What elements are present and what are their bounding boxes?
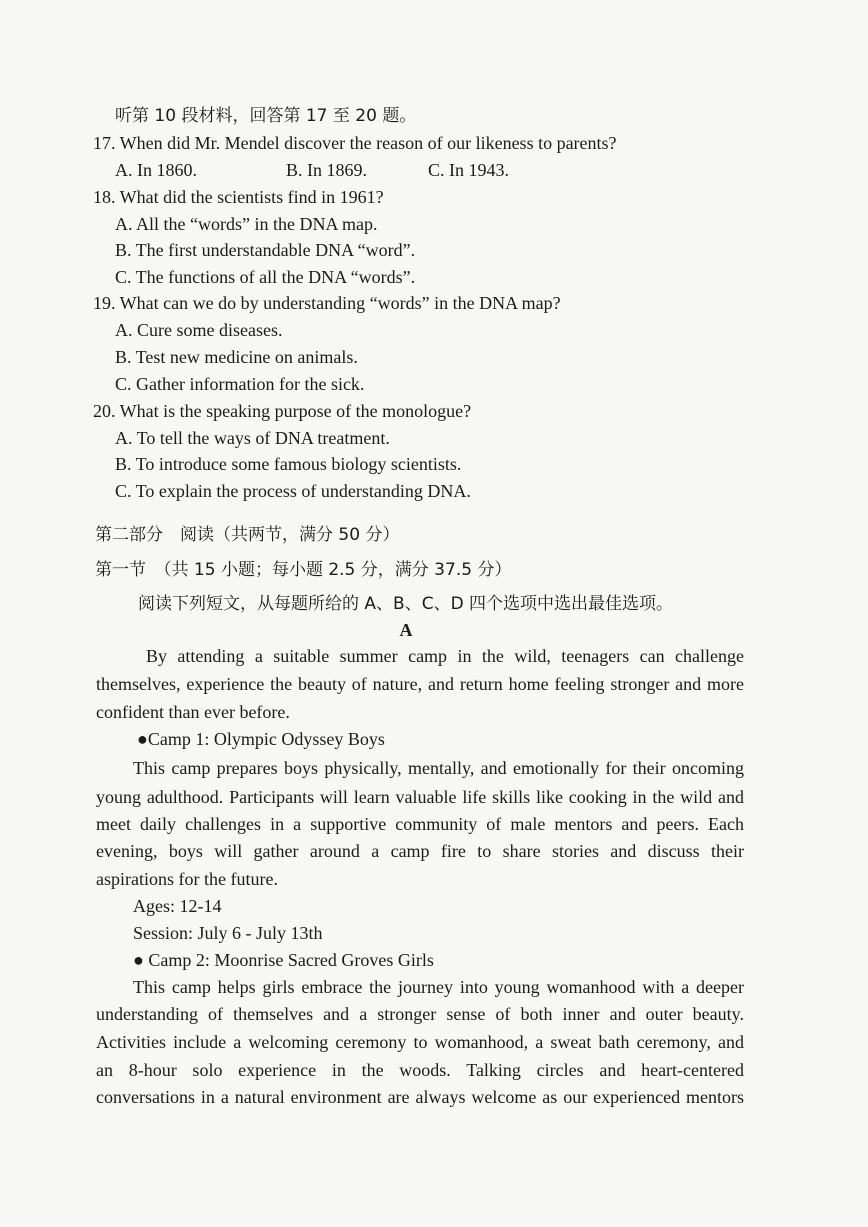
question-17-option-b: B. In 1869. — [286, 160, 367, 180]
question-17-option-c: C. In 1943. — [428, 160, 509, 180]
reading-instruction: 阅读下列短文，从每题所给的 A、B、C、D 四个选项中选出最佳选项。 — [138, 594, 674, 614]
question-20-option-a: A. To tell the ways of DNA treatment. — [115, 428, 390, 448]
question-20-stem: 20. What is the speaking purpose of the monologue? — [93, 401, 472, 421]
camp1-line-4: evening, boys will gather around a camp fire to share stories and discuss their — [96, 841, 744, 861]
camp1-title: ●Camp 1: Olympic Odyssey Boys — [137, 729, 385, 749]
camp1-line-3: meet daily challenges in a supportive community of male mentors and peers. Each — [96, 814, 744, 834]
camp1-ages: Ages: 12-14 — [133, 896, 222, 916]
question-20-option-b: B. To introduce some famous biology scientists. — [115, 454, 462, 474]
question-18-option-b: B. The first understandable DNA “word”. — [115, 240, 416, 260]
question-19-option-b: B. Test new medicine on animals. — [115, 347, 358, 367]
intro-line-1: By attending a suitable summer camp in the wild, teenagers can challenge — [146, 646, 744, 666]
intro-line-3: confident than ever before. — [96, 702, 290, 722]
question-19-option-c: C. Gather information for the sick. — [115, 374, 365, 394]
question-19-stem: 19. What can we do by understanding “words” in the DNA map? — [93, 293, 561, 313]
camp1-session: Session: July 6 - July 13th — [133, 923, 323, 943]
camp2-line-3: Activities include a welcoming ceremony to womanhood, a sweat bath ceremony, and — [96, 1032, 744, 1052]
question-18-option-a: A. All the “words” in the DNA map. — [115, 214, 378, 234]
section-one-title: 第一节 （共 15 小题；每小题 2.5 分，满分 37.5 分） — [95, 560, 512, 580]
camp2-line-5: conversations in a natural environment are always welcome as our experienced mentors — [96, 1087, 744, 1107]
question-17-options — [115, 157, 509, 183]
question-18-option-c: C. The functions of all the DNA “words”. — [115, 267, 416, 287]
camp1-line-1: This camp prepares boys physically, mentally, and emotionally for their oncoming — [133, 758, 744, 778]
camp2-line-1: This camp helps girls embrace the journey into young womanhood with a deeper — [133, 977, 744, 997]
camp2-line-2: understanding of themselves and a stronger sense of both inner and outer beauty. — [96, 1004, 744, 1024]
question-18-stem: 18. What did the scientists find in 1961? — [93, 187, 384, 207]
question-17-option-a: A. In 1860. — [115, 160, 197, 180]
camp2-title: ● Camp 2: Moonrise Sacred Groves Girls — [133, 950, 434, 970]
listening-intro: 听第 10 段材料，回答第 17 至 20 题。 — [115, 106, 417, 126]
question-20-option-c: C. To explain the process of understanding DNA. — [115, 481, 471, 501]
intro-line-2: themselves, experience the beauty of nature, and return home feeling stronger and more — [96, 674, 744, 694]
camp1-line-5: aspirations for the future. — [96, 869, 278, 889]
question-17-stem: 17. When did Mr. Mendel discover the reason of our likeness to parents? — [93, 133, 617, 153]
part-two-title: 第二部分 阅读（共两节，满分 50 分） — [95, 525, 400, 545]
camp2-line-4: an 8-hour solo experience in the woods. Talking circles and heart-centered — [96, 1060, 744, 1080]
question-19-option-a: A. Cure some diseases. — [115, 320, 283, 340]
passage-label: A — [399, 620, 413, 640]
camp1-line-2: young adulthood. Participants will learn valuable life skills like cooking in the wild and — [96, 787, 744, 807]
